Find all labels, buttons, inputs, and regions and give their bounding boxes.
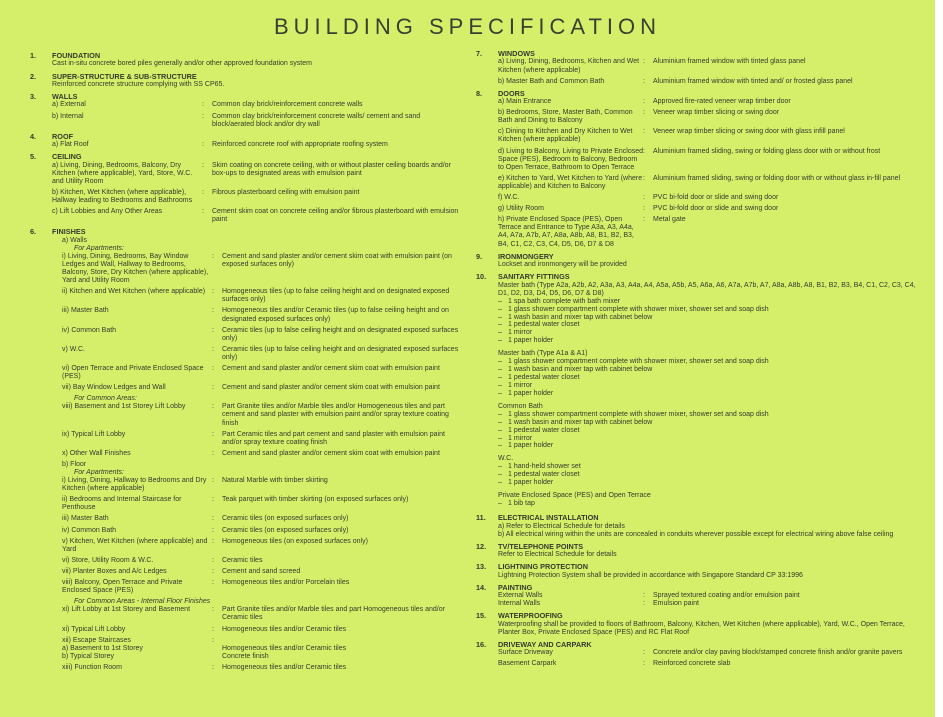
spec-label: b) Master Bath and Common Bath [498, 77, 605, 85]
fitting-text: 1 paper holder [508, 442, 554, 450]
spec-value: Teak parquet with timber skirting (on exposed surfaces only) [222, 496, 409, 504]
spec-label: v) W.C. [62, 345, 85, 353]
section-doors [476, 90, 916, 249]
section-windows [476, 50, 916, 86]
spec-row: Surface Driveway : Concrete and/or clay paving block/stamped concrete finish and/or granite pavers [498, 649, 916, 657]
section-structure [30, 73, 460, 90]
section-heading: LIGHTNING PROTECTION [498, 562, 588, 572]
spec-row: iii) Master Bath : Homogeneous tiles and/or Ceramic tiles (up to false ceiling height and on designated exposed surfaces only) [62, 307, 460, 323]
fitting-item: – 1 glass shower compartment complete with shower mixer, shower set and soap dish [498, 410, 769, 418]
section-number: 4. [30, 131, 37, 141]
fitting-text: 1 mirror [508, 434, 533, 442]
page-title: BUILDING SPECIFICATION [273, 14, 662, 39]
section-number: 8. [476, 88, 483, 98]
spec-value: PVC bi-fold door or slide and swing door [653, 194, 779, 202]
section-heading: SUPER-STRUCTURE & SUB-STRUCTURE [52, 71, 197, 81]
spec-row: ii) Kitchen and Wet Kitchen (where applicable) : Homogeneous tiles (up to false ceiling height and on designated exposed surfaces only) [62, 288, 460, 304]
fitting-item: – 1 pedestal water closet [498, 426, 580, 434]
fitting-item: – 1 paper holder [498, 442, 554, 450]
spec-row: External Walls : Sprayed textured coating and/or emulsion paint [498, 592, 916, 600]
spec-value: Ceramic tiles (on exposed surfaces only) [222, 526, 349, 534]
subsection-label: W.C. [498, 455, 514, 463]
fitting-item: – 1 paper holder [498, 337, 554, 345]
spec-label: iii) Master Bath [62, 307, 109, 315]
spec-row: xii) Escape Staircases a) Basement to 1st Storey b) Typical Storey : Homogeneous tiles and/or Ceramic tiles Concrete finish [62, 637, 460, 661]
spec-value: Ceramic tiles (on exposed surfaces only) [222, 515, 349, 523]
section-heading: WATERPROOFING [498, 611, 563, 621]
section-heading: WALLS [52, 92, 78, 101]
spec-label: a) Flat Roof [52, 141, 89, 149]
section-heading: WINDOWS [498, 49, 535, 58]
spec-value: Approved fire-rated veneer wrap timber door [653, 98, 791, 106]
spec-row: a) External : Common clay brick/reinforcement concrete walls [52, 101, 460, 109]
fitting-item: – 1 mirror [498, 329, 533, 337]
fittings-list [476, 411, 916, 451]
spec-label: c) Dining to Kitchen and Dry Kitchen to Wet Kitchen (where applicable) [498, 128, 633, 144]
spec-row: xi) Typical Lift Lobby : Homogeneous tiles and/or Ceramic tiles [62, 626, 460, 634]
spec-label: vii) Planter Boxes and A/c Ledges [62, 567, 167, 575]
section-number: 11. [476, 513, 486, 523]
spec-value: Cement and sand plaster and/or cement skim coat with emulsion paint [222, 449, 440, 457]
section-number: 6. [30, 227, 37, 237]
spec-label: c) Lift Lobbies and Any Other Areas [52, 208, 163, 216]
spec-value: PVC bi-fold door or slide and swing door [653, 205, 779, 213]
subsection-note: For Common Areas: [74, 395, 137, 403]
spec-value: Emulsion paint [653, 600, 699, 608]
spec-label: i) Living, Dining, Bedrooms, Bay Window Ledges and Wall, Hallway to Bedrooms, Balcony, Store, Dry Kitchen (where applicable), Yard and Utility Room [62, 252, 209, 285]
section-foundation [30, 52, 460, 69]
section-tv-telephone [476, 543, 916, 560]
section-lightning [476, 563, 916, 580]
spec-label: a) External [52, 101, 86, 109]
spec-row: b) Bedrooms, Store, Master Bath, Common Bath and Dining to Balcony : Veneer wrap timber slicing or swing door [498, 109, 916, 125]
fitting-text: 1 pedestal water closet [508, 471, 580, 479]
spec-row: Internal Walls : Emulsion paint [498, 600, 916, 608]
spec-row: c) Dining to Kitchen and Dry Kitchen to Wet Kitchen (where applicable) : Veneer wrap timber slicing or swing door with glass infill panel [498, 128, 916, 144]
spec-row: x) Other Wall Finishes : Cement and sand plaster and/or cement skim coat with emulsion paint [62, 450, 460, 458]
spec-row: ix) Typical Lift Lobby : Part Ceramic tiles and part cement and sand plaster with emulsion paint and/or spray texture coating finish [62, 431, 460, 447]
spec-row: xi) Lift Lobby at 1st Storey and Basement : Part Granite tiles and/or Marble tiles and part Homogeneous tiles and/or Ceramic tiles [62, 606, 460, 622]
spec-label: vi) Store, Utility Room & W.C. [62, 556, 154, 564]
spec-label: External Walls [498, 592, 543, 600]
spec-row: vii) Bay Window Ledges and Wall : Cement and sand plaster and/or cement skim coat with emulsion paint [62, 384, 460, 392]
section-number: 12. [476, 541, 487, 551]
section-number: 10. [476, 272, 487, 282]
section-number: 2. [30, 71, 37, 81]
spec-label: b) Kitchen, Wet Kitchen (where applicable), Hallway leading to Bedrooms and Bathrooms [52, 188, 193, 204]
fitting-text: 1 mirror [508, 381, 533, 389]
spec-label: xi) Lift Lobby at 1st Storey and Basement [62, 606, 191, 614]
spec-label: iii) Master Bath [62, 515, 109, 523]
section-ironmongery [476, 253, 916, 270]
spec-row: g) Utility Room : PVC bi-fold door or slide and swing door [498, 205, 916, 213]
fittings-list [476, 298, 916, 345]
spec-row: i) Living, Dining, Hallway to Bedrooms and Dry Kitchen (where applicable) : Natural Marble with timber skirting [62, 477, 460, 493]
section-electrical [476, 514, 916, 539]
section-text: Reinforced concrete structure complying with SS CP65. [52, 80, 225, 88]
spec-value: Cement and sand plaster and/or cement skim coat with emulsion paint [222, 364, 440, 372]
section-heading: ELECTRICAL INSTALLATION [498, 513, 599, 523]
fitting-text: 1 bib tap [508, 500, 535, 508]
section-number: 13. [476, 562, 487, 572]
spec-value: Homogeneous tiles and/or Porcelain tiles [222, 579, 350, 587]
fitting-item: – 1 glass shower compartment complete with shower mixer, shower set and soap dish [498, 358, 769, 366]
fitting-item: – 1 paper holder [498, 389, 554, 397]
spec-row: v) Kitchen, Wet Kitchen (where applicable) and Yard : Homogeneous tiles (on exposed surfaces only) [62, 538, 460, 554]
section-text: Master bath (Type A2a, A2b, A2, A3a, A3, A4a, A4, A5a, A5b, A5, A6a, A6, A7a, A7b, A7, A8a, A8b, A8, B1, B2, B3, B4, C1, C2, C3, C4, D1, D2, D3, D4, D5, D6, D7 & D8) [498, 281, 916, 297]
spec-label: d) Living to Balcony, Living to Private Enclosed Space (PES), Bedroom to Balcony, Bedroom to Open Terrace, Bathroom to Open Terrace [498, 147, 644, 171]
section-driveway [476, 641, 916, 669]
fitting-text: 1 wash basin and mixer tap with cabinet below [508, 313, 653, 321]
fitting-item: – 1 mirror [498, 434, 533, 442]
spec-value: Veneer wrap timber slicing or swing door with glass infill panel [653, 128, 845, 136]
spec-row: iii) Master Bath : Ceramic tiles (on exposed surfaces only) [62, 515, 460, 523]
spec-row: i) Living, Dining, Bedrooms, Bay Window Ledges and Wall, Hallway to Bedrooms, Balcony, Store, Dry Kitchen (where applicable), Yard and Utility Room : Cement and sand plaster and/or cement skim coat with emulsion paint (on exposed surfaces only) [62, 253, 460, 285]
section-waterproofing [476, 612, 916, 637]
right-column [476, 50, 916, 673]
spec-label: b) Internal [52, 112, 84, 120]
spec-value: Cement and sand screed [222, 567, 301, 575]
spec-value: Reinforced concrete roof with appropriate roofing system [212, 141, 388, 149]
spec-value: Homogeneous tiles and/or Ceramic tiles [222, 663, 347, 671]
section-heading: ROOF [52, 131, 74, 141]
spec-label: Basement Carpark [498, 660, 557, 668]
section-heading: DOORS [498, 88, 525, 98]
spec-value: Skim coating on concrete ceiling, with or without plaster ceiling boards and/or box-ups to designated areas with emulsion paint [212, 161, 451, 177]
subsection-label: Private Enclosed Space (PES) and Open Terrace [498, 492, 651, 500]
fitting-item: – 1 mirror [498, 381, 533, 389]
spec-value: Homogeneous tiles and/or Ceramic tiles (up to false ceiling height and on designated exposed surfaces only) [222, 307, 449, 323]
spec-value: Reinforced concrete slab [653, 660, 731, 668]
spec-row: viii) Basement and 1st Storey Lift Lobby : Part Granite tiles and/or Marble tiles and/or Homogeneous tiles and part cement and sand plaster with emulsion paint and/or spray texture coating finish [62, 403, 460, 427]
subsection-label: a) Walls [62, 236, 88, 244]
spec-value: Aluminium framed sliding, swing or folding door with or without glass in-fill panel [653, 174, 901, 182]
fittings-list [476, 500, 916, 508]
spec-label: vii) Bay Window Ledges and Wall [62, 384, 166, 392]
spec-label: ii) Bedrooms and Internal Staircase for Penthouse [62, 496, 182, 512]
subsection-note: For Common Areas - Internal Floor Finishes [74, 598, 211, 606]
spec-row: f) W.C. : PVC bi-fold door or slide and swing door [498, 194, 916, 202]
spec-value: Aluminium framed window with tinted and/ or frosted glass panel [653, 77, 853, 85]
spec-value: Natural Marble with timber skirting [222, 477, 328, 485]
fitting-text: 1 glass shower compartment complete with shower mixer, shower set and soap dish [508, 305, 769, 313]
section-number: 16. [476, 639, 487, 649]
spec-label: a) Main Entrance [498, 98, 552, 106]
spec-row: a) Flat Roof : Reinforced concrete roof with appropriate roofing system [52, 141, 460, 149]
spec-label: f) W.C. [498, 194, 520, 202]
subsection-note: For Apartments: [74, 469, 124, 476]
spec-value: Common clay brick/reinforcement concrete walls/ cement and sand block/aerated block and/or dry wall [212, 112, 421, 128]
spec-value: Metal gate [653, 216, 686, 224]
spec-row: a) Main Entrance : Approved fire-rated veneer wrap timber door [498, 98, 916, 106]
spec-label: xi) Typical Lift Lobby [62, 625, 126, 633]
fitting-item: – 1 paper holder [498, 479, 554, 487]
fitting-text: 1 paper holder [508, 479, 554, 487]
spec-value: Cement and sand plaster and/or cement skim coat with emulsion paint [222, 384, 440, 392]
spec-row: vii) Planter Boxes and A/c Ledges : Cement and sand screed [62, 568, 460, 576]
spec-row: d) Living to Balcony, Living to Private Enclosed Space (PES), Bedroom to Balcony, Bedroom to Open Terrace, Bathroom to Open Terrace : Aluminium framed sliding, swing or folding glass door with or without frost [498, 148, 916, 172]
spec-row: xiii) Function Room : Homogeneous tiles and/or Ceramic tiles [62, 664, 460, 672]
spec-row: e) Kitchen to Yard, Wet Kitchen to Yard (where applicable) and Kitchen to Balcony : Aluminium framed sliding, swing or folding door with or without glass in-fill panel [498, 175, 916, 191]
spec-label: a) Living, Dining, Bedrooms, Kitchen and Wet Kitchen (where applicable) [498, 58, 640, 74]
section-number: 7. [476, 49, 483, 58]
spec-row: b) Master Bath and Common Bath : Aluminium framed window with tinted and/ or frosted glass panel [498, 78, 916, 86]
spec-value: Veneer wrap timber slicing or swing door [653, 109, 780, 117]
section-heading: SANITARY FITTINGS [498, 272, 570, 282]
section-number: 1. [30, 51, 37, 60]
spec-label: Surface Driveway [498, 649, 553, 657]
spec-value: Common clay brick/reinforcement concrete walls [212, 101, 363, 109]
section-text: Waterproofing shall be provided to floors of Bathroom, Balcony, Kitchen, Wet Kitchen (where applicable), Yard, W.C., Open Terrace, Planter Box, Private Enclosed Space (PES) and RC Flat Roof [498, 620, 905, 636]
spec-label: i) Living, Dining, Hallway to Bedrooms and Dry Kitchen (where applicable) [62, 477, 207, 493]
section-number: 9. [476, 251, 483, 261]
spec-value: Ceramic tiles [222, 556, 263, 564]
spec-value: Homogeneous tiles (on exposed surfaces only) [222, 537, 368, 545]
spec-row: viii) Balcony, Open Terrace and Private Enclosed Space (PES) : Homogeneous tiles and/or Porcelain tiles [62, 579, 460, 595]
fitting-item: – 1 bib tap [498, 500, 535, 508]
spec-row: a) Living, Dining, Bedrooms, Balcony, Dry Kitchen (where applicable), Yard, Store, W.C. and Utility Room : Skim coating on concrete ceiling, with or without plaster ceiling boards and/or box-ups to designated areas with emulsion paint [52, 162, 460, 186]
section-walls [30, 93, 460, 129]
fittings-list [476, 463, 916, 487]
spec-label: ix) Typical Lift Lobby [62, 430, 126, 438]
spec-label: ii) Kitchen and Wet Kitchen (where applicable) [62, 288, 206, 296]
section-number: 5. [30, 152, 37, 162]
spec-label: iv) Common Bath [62, 526, 117, 534]
spec-label: viii) Balcony, Open Terrace and Private Enclosed Space (PES) [62, 579, 183, 595]
section-text: Refer to Electrical Schedule for details [498, 551, 617, 559]
spec-label: iv) Common Bath [62, 326, 117, 334]
spec-value: Part Granite tiles and/or Marble tiles and part Homogeneous tiles and/or Ceramic tiles [222, 606, 445, 622]
spec-value: Part Ceramic tiles and part cement and sand plaster with emulsion paint and/or spray texture coating finish [222, 430, 445, 446]
spec-row: b) Kitchen, Wet Kitchen (where applicable), Hallway leading to Bedrooms and Bathrooms : Fibrous plasterboard ceiling with emulsion paint [52, 189, 460, 205]
fitting-item: – 1 wash basin and mixer tap with cabinet below [498, 313, 653, 321]
section-number: 14. [476, 582, 487, 592]
fitting-item: – 1 pedestal water closet [498, 321, 580, 329]
section-heading: TV/TELEPHONE POINTS [498, 541, 584, 551]
spec-value: Homogeneous tiles and/or Ceramic tiles Concrete finish [222, 644, 347, 660]
spec-value: Aluminium framed sliding, swing or folding glass door with or without frost [653, 147, 881, 155]
section-number: 15. [476, 611, 487, 621]
spec-label: xii) Escape Staircases a) Basement to 1st Storey b) Typical Storey [62, 636, 143, 660]
fitting-item: – 1 hand-held shower set [498, 463, 581, 471]
spec-row: ii) Bedrooms and Internal Staircase for Penthouse : Teak parquet with timber skirting (on exposed surfaces only) [62, 496, 460, 512]
section-heading: PAINTING [498, 582, 533, 592]
spec-value: Ceramic tiles (up to false ceiling height and on designated exposed surfaces only) [222, 345, 459, 361]
fitting-text: 1 pedestal water closet [508, 321, 580, 329]
fitting-item: – 1 pedestal water closet [498, 471, 580, 479]
spec-row: Basement Carpark : Reinforced concrete slab [498, 660, 916, 668]
fitting-text: 1 mirror [508, 329, 533, 337]
spec-label: viii) Basement and 1st Storey Lift Lobby [62, 403, 186, 411]
fitting-text: 1 paper holder [508, 337, 554, 345]
fitting-text: 1 paper holder [508, 389, 554, 397]
section-heading: IRONMONGERY [498, 251, 554, 261]
fitting-text: 1 spa bath complete with bath mixer [508, 297, 621, 305]
spec-row: c) Lift Lobbies and Any Other Areas : Cement skim coat on concrete ceiling and/or fibrous plasterboard with emulsion paint [52, 208, 459, 224]
spec-value: Fibrous plasterboard ceiling with emulsion paint [212, 188, 360, 196]
section-heading: CEILING [52, 152, 82, 162]
section-ceiling [30, 153, 460, 224]
section-text: Cast in-situ concrete bored piles generally and/or other approved foundation system [52, 60, 312, 68]
spec-label: h) Private Enclosed Space (PES), Open Terrace and Entrance to Type A3a, A3, A4a, A4, A7a, A7b, A7, A8a, A8b, A8, B1, B2, B3, B4, C1, C2, C3, C4, D5, D6, D7 & D8 [498, 216, 634, 248]
fitting-text: 1 wash basin and mixer tap with cabinet below [508, 418, 653, 426]
fitting-text: 1 glass shower compartment complete with shower mixer, shower set and soap dish [508, 410, 769, 418]
section-text: Lightning Protection System shall be provided in accordance with Singapore Standard CP 33:1996 [498, 571, 803, 579]
subsection-label: Common Bath [498, 402, 543, 410]
spec-value: Ceramic tiles (up to false ceiling height and on designated exposed surfaces only) [222, 326, 459, 342]
spec-label: xiii) Function Room [62, 663, 122, 671]
section-heading: FOUNDATION [52, 51, 101, 60]
spec-label: Internal Walls [498, 600, 541, 608]
spec-label: v) Kitchen, Wet Kitchen (where applicable) and Yard [62, 537, 208, 553]
spec-value: Concrete and/or clay paving block/stamped concrete finish and/or granite pavers [653, 649, 903, 657]
spec-label: e) Kitchen to Yard, Wet Kitchen to Yard (where applicable) and Kitchen to Balcony [498, 174, 643, 190]
spec-row: a) Living, Dining, Bedrooms, Kitchen and Wet Kitchen (where applicable) : Aluminium framed window with tinted glass panel [498, 58, 916, 74]
section-sanitary [476, 273, 916, 508]
spec-label: g) Utility Room [498, 205, 544, 213]
fitting-text: 1 wash basin and mixer tap with cabinet below [508, 366, 653, 374]
section-text: a) Refer to Electrical Schedule for details b) All electrical wiring within the units are concealed in conduits wherever possible except for electrical wiring above false ceiling [498, 522, 894, 538]
section-heading: FINISHES [52, 227, 86, 237]
spec-row: h) Private Enclosed Space (PES), Open Terrace and Entrance to Type A3a, A3, A4a, A4, A7a, A7b, A7, A8a, A8b, A8, B1, B2, B3, B4, C1, C2, C3, C4, D5, D6, D7 & D8 : Metal gate [498, 216, 916, 248]
fitting-text: 1 pedestal water closet [508, 426, 580, 434]
spec-row: vi) Open Terrace and Private Enclosed Space (PES) : Cement and sand plaster and/or cement skim coat with emulsion paint [62, 365, 460, 381]
spec-label: b) Bedrooms, Store, Master Bath, Common Bath and Dining to Balcony [498, 109, 633, 125]
subsection-label: b) Floor [62, 460, 87, 468]
spec-label: a) Living, Dining, Bedrooms, Balcony, Dry Kitchen (where applicable), Yard, Store, W.C. and Utility Room [52, 161, 193, 185]
fitting-text: 1 hand-held shower set [508, 463, 581, 471]
section-text: Lockset and ironmongery will be provided [498, 261, 627, 268]
subsection-label: Master bath (Type A1a & A1) [498, 350, 588, 358]
section-painting [476, 584, 916, 609]
spec-value: Homogeneous tiles and/or Ceramic tiles [222, 625, 347, 633]
fitting-item: – 1 wash basin and mixer tap with cabinet below [498, 418, 653, 426]
spec-value: Homogeneous tiles (up to false ceiling height and on designated exposed surfaces only) [222, 288, 450, 304]
spec-row: v) W.C. : Ceramic tiles (up to false ceiling height and on designated exposed surfaces only) [62, 345, 459, 361]
section-finishes [30, 228, 460, 672]
spec-row: iv) Common Bath : Ceramic tiles (on exposed surfaces only) [62, 527, 460, 535]
spec-label: vi) Open Terrace and Private Enclosed Space (PES) [62, 364, 204, 381]
fitting-text: 1 glass shower compartment complete with shower mixer, shower set and soap dish [508, 358, 769, 366]
spec-value: Part Granite tiles and/or Marble tiles and/or Homogeneous tiles and part cement and sand plaster with emulsion paint and/or spray texture coating finish [222, 403, 449, 427]
section-number: 3. [30, 92, 37, 101]
fitting-text: 1 pedestal water closet [508, 374, 580, 382]
spec-value: Cement skim coat on concrete ceiling and/or fibrous plasterboard with emulsion paint [212, 208, 459, 224]
section-roof [30, 133, 460, 150]
subsection-note: For Apartments: [74, 244, 124, 252]
spec-label: x) Other Wall Finishes [62, 449, 131, 457]
fitting-item: – 1 glass shower compartment complete with shower mixer, shower set and soap dish [498, 305, 769, 313]
section-heading: DRIVEWAY AND CARPARK [498, 639, 592, 649]
fitting-item: – 1 spa bath complete with bath mixer [498, 297, 621, 305]
spec-row: iv) Common Bath : Ceramic tiles (up to false ceiling height and on designated exposed surfaces only) [62, 326, 459, 342]
left-column [30, 52, 460, 676]
spec-value: Cement and sand plaster and/or cement skim coat with emulsion paint (on exposed surfaces only) [222, 252, 452, 268]
fitting-item: – 1 wash basin and mixer tap with cabinet below [498, 366, 653, 374]
spec-row: vi) Store, Utility Room & W.C. : Ceramic tiles [62, 557, 460, 565]
spec-value: Sprayed textured coating and/or emulsion paint [653, 592, 800, 600]
spec-value: Aluminium framed window with tinted glass panel [653, 58, 806, 66]
spec-row: b) Internal : Common clay brick/reinforcement concrete walls/ cement and sand block/aerated block and/or dry wall [52, 113, 460, 129]
fitting-item: – 1 pedestal water closet [498, 374, 580, 382]
fittings-list [476, 358, 916, 398]
